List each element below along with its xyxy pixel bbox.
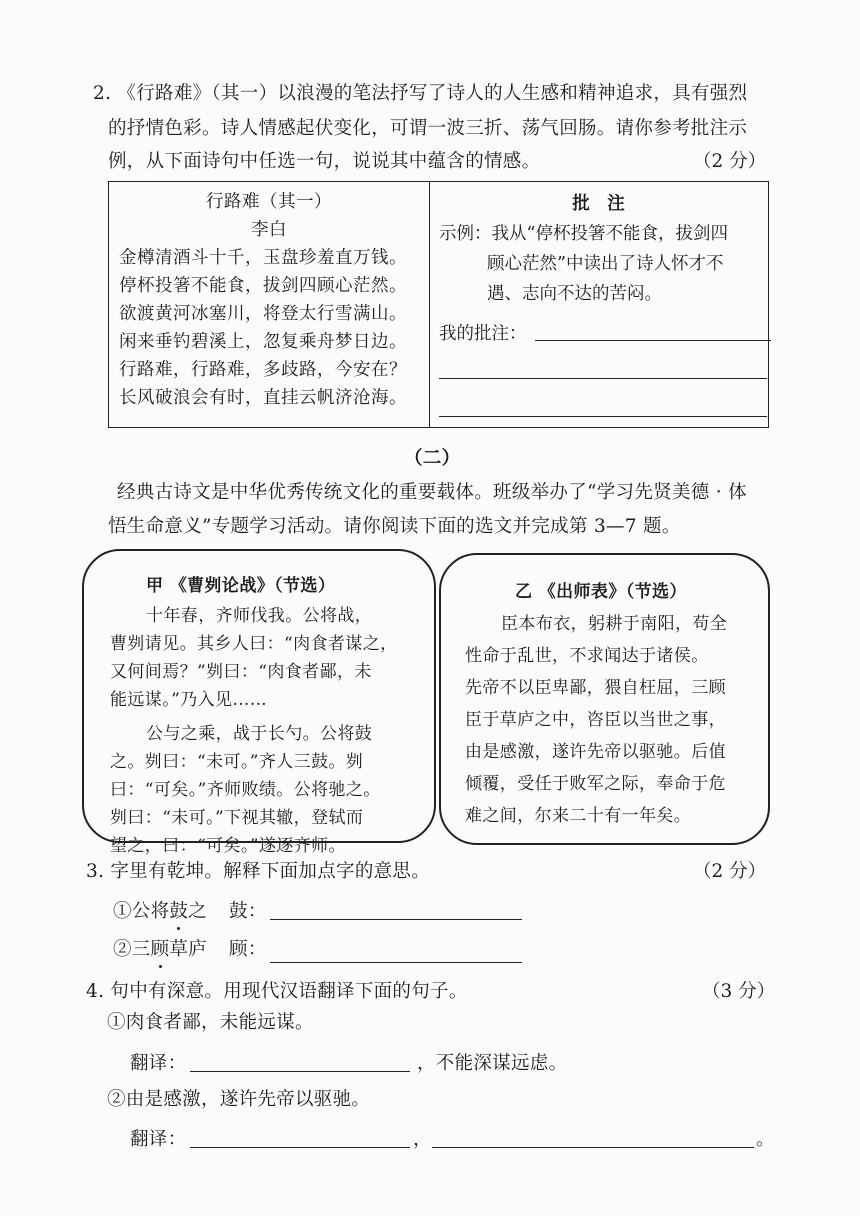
- poem-line: 欲渡黄河冰塞川，将登太行雪满山。: [119, 304, 407, 324]
- q4-translate-label-2: 翻译：: [130, 1129, 187, 1150]
- my-note-label: 我的批注：: [439, 324, 527, 344]
- q3-item-2-post: 草庐: [169, 939, 208, 960]
- q3-item-2: [113, 935, 267, 965]
- passage-b-line: 臣于草庐之中，咨臣以当世之事，: [465, 710, 726, 730]
- note-title: 批 注: [572, 194, 625, 214]
- q3-item-2-dotted-char: 顾: [150, 939, 170, 960]
- q4-sentence-1: ①肉食者鄙，未能远谋。: [107, 1012, 314, 1033]
- poem-line: 长风破浪会有时，直挂云帆济沧海。: [119, 388, 407, 408]
- q3-item-1-dotted-char: 鼓: [169, 901, 189, 922]
- passage-a-line: 之。刿曰：“未可。”齐人三鼓。刿: [110, 752, 364, 772]
- section-intro-line: 经典古诗文是中华优秀传统文化的重要载体。班级举办了“学习先贤美德 · 体: [117, 482, 747, 503]
- q4-stem: 4. 句中有深意。用现代汉语翻译下面的句子。: [86, 981, 468, 1002]
- table-divider: [429, 182, 430, 427]
- note-example-line: 示例：我从“停杯投箸不能食，拔剑四: [439, 224, 728, 244]
- passage-b-line: 难之间，尔来二十有一年矣。: [465, 806, 692, 826]
- note-example-line: 遇、志向不达的苦闷。: [487, 284, 662, 304]
- q4-translate-label-1: 翻译：: [130, 1053, 187, 1074]
- passage-a-line: 曹刿请见。其乡人曰：“肉食者谋之，: [110, 634, 398, 654]
- q3-answer-1-blank[interactable]: [270, 899, 522, 920]
- poem-line: 停杯投箸不能食，拔剑四顾心茫然。: [119, 276, 407, 296]
- section-intro-line: 悟生命意义”专题学习活动。请你阅读下面的选文并完成第 3—7 题。: [108, 516, 681, 537]
- passage-a-line: 十年春，齐师伐我。公将战，: [146, 606, 373, 626]
- poem-title: 行路难（其一）: [206, 192, 332, 212]
- q2-line-2: 的抒情色彩。诗人情感起伏变化，可谓一波三折、荡气回肠。请你参考批注示: [108, 118, 748, 139]
- poem-annotation-table: [108, 181, 769, 428]
- passage-a-line: 公与之乘，战于长勺。公将鼓: [146, 724, 373, 744]
- q3-stem: 3. 字里有乾坤。解释下面加点字的意思。: [86, 861, 431, 882]
- passage-a-title: 甲 《曹刿论战》（节选）: [146, 576, 336, 596]
- poem-line: 金樽清酒斗十千，玉盘珍羞直万钱。: [119, 248, 407, 268]
- poem-author: 李白: [251, 220, 287, 240]
- q3-item-2-pre: ②三: [113, 939, 151, 960]
- passage-b-line: 由是感激，遂许先帝以驱驰。后值: [465, 742, 726, 762]
- q3-item-1-label: 鼓：: [229, 901, 267, 922]
- q3-answer-2-blank[interactable]: [270, 942, 522, 963]
- poem-line: 行路难，行路难，多歧路，今安在？: [119, 360, 407, 380]
- my-note-blank-3[interactable]: [439, 396, 767, 417]
- q2-points: （2 分）: [693, 151, 767, 172]
- q4-points: （3 分）: [702, 981, 776, 1002]
- passage-a-line: 望之，曰：“可矣。”遂逐齐师。: [110, 836, 346, 856]
- passage-a-line: 刿曰：“未可。”下视其辙，登轼而: [110, 808, 364, 828]
- my-note-blank-2[interactable]: [439, 358, 767, 379]
- q4-comma: ，: [413, 1129, 432, 1150]
- passage-a-line: 能远谋。”乃入见……: [110, 690, 268, 710]
- passage-a-box: [82, 549, 436, 856]
- poem-line: 闲来垂钓碧溪上，忽复乘舟梦日边。: [119, 332, 407, 352]
- q3-item-2-label: 顾：: [229, 939, 267, 960]
- q4-translation-2b-blank[interactable]: [432, 1127, 754, 1148]
- q4-translation-2a-blank[interactable]: [190, 1127, 410, 1148]
- q2-line-1: 2. 《行路难》（其一）以浪漫的笔法抒写了诗人的人生感和精神追求，具有强烈: [93, 83, 748, 104]
- passage-b-line: 先帝不以臣卑鄙，猥自枉屈，三顾: [465, 678, 726, 698]
- q4-sentence-1-tail: ，不能深谋远虑。: [417, 1053, 568, 1074]
- q2-line-3: 例，从下面诗句中任选一句，说说其中蕴含的情感。: [108, 151, 541, 172]
- passage-b-line: 性命于乱世，不求闻达于诸侯。: [465, 646, 709, 666]
- passage-b-line: 倾覆，受任于败军之际，奉命于危: [465, 774, 726, 794]
- q4-translation-1-blank[interactable]: [190, 1051, 410, 1072]
- passage-b-line: 臣本布衣，躬耕于南阳，苟全: [501, 614, 728, 634]
- q4-period: 。: [756, 1129, 775, 1150]
- section-heading: （二）: [404, 448, 461, 469]
- q3-item-1: [113, 897, 267, 927]
- q4-sentence-2: ②由是感激，遂许先帝以驱驰。: [107, 1089, 371, 1110]
- passage-a-line: 又何间焉？”刿曰：“肉食者鄙，未: [110, 662, 372, 682]
- passage-a-line: 曰：“可矣。”齐师败绩。公将驰之。: [110, 780, 381, 800]
- passage-b-title: 乙 《出师表》（节选）: [515, 582, 687, 602]
- q3-points: （2 分）: [693, 861, 767, 882]
- q3-item-1-post: 之: [188, 901, 208, 922]
- passage-b-box: [439, 553, 770, 845]
- q3-item-1-pre: ①公将: [113, 901, 170, 922]
- my-note-blank-1[interactable]: [535, 320, 771, 341]
- note-example-line: 顾心茫然”中读出了诗人怀才不: [487, 254, 724, 274]
